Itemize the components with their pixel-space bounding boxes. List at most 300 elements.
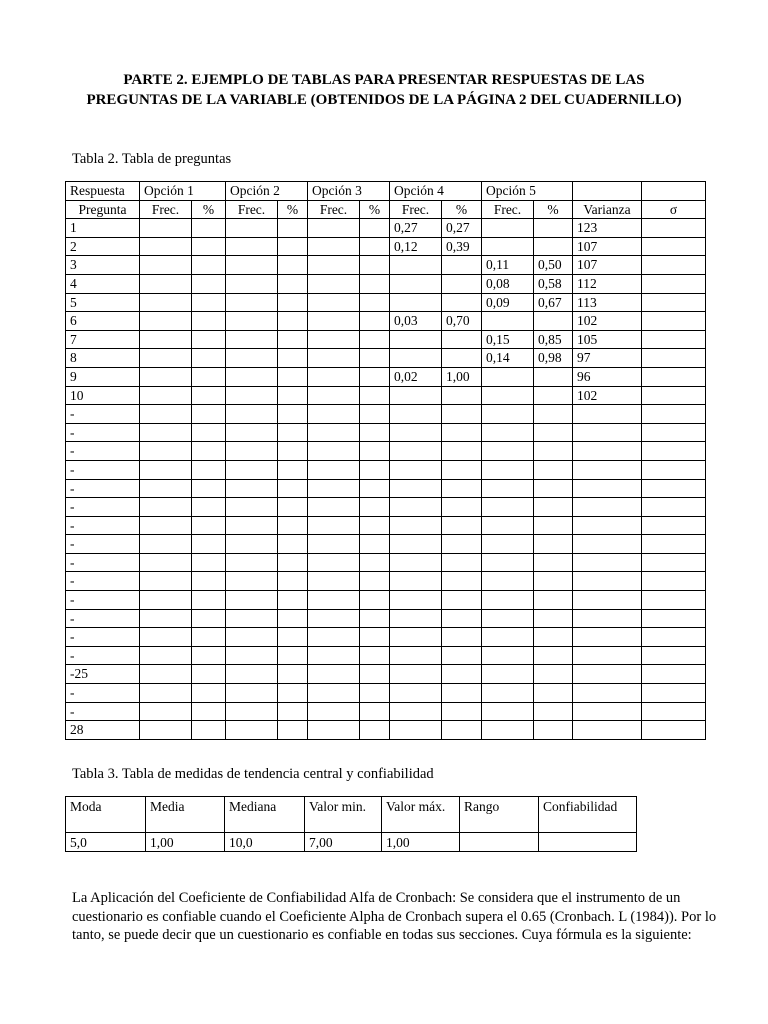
table-cell [390,479,442,498]
table-cell: 107 [573,256,642,275]
table-cell [642,256,706,275]
table-cell [534,479,573,498]
table-cell: - [66,423,140,442]
table-cell [226,349,278,368]
table-cell [642,460,706,479]
table-cell [534,405,573,424]
table-cell [442,665,482,684]
table-cell [360,405,390,424]
table-cell [192,312,226,331]
table-cell [308,553,360,572]
table-cell [390,516,442,535]
table-cell: 1,00 [382,833,460,852]
questions-table-body [66,182,706,740]
table-cell [390,330,442,349]
header-cell [573,182,642,201]
table-cell [360,535,390,554]
table-cell [308,665,360,684]
table-cell [573,702,642,721]
table-cell [308,460,360,479]
table-cell [642,628,706,647]
table-cell [390,293,442,312]
table-row [66,237,706,256]
table-cell [140,237,192,256]
table-cell [192,349,226,368]
table-cell [308,405,360,424]
cronbach-paragraph: La Aplicación del Coeficiente de Confiabilidad Alfa de Cronbach: Se considera que el instrumento de un cuestionario es confiable cuando el Coeficiente Alpha de Cronbach supera el 0.65 (Cronbach. L (1984)). Por lo tanto, se puede decir que un cuestionario es confiable en todas sus secciones. Cuya fórmula es la siguiente: [72,890,717,943]
table-cell [390,665,442,684]
subheader-cell: Frec. [482,200,534,219]
table-cell [534,684,573,703]
header-cell: Rango [460,797,539,833]
table-cell [442,553,482,572]
table-cell [192,609,226,628]
table-cell [390,274,442,293]
table-cell: 28 [66,721,140,740]
table-row [66,274,706,293]
table-cell: 4 [66,274,140,293]
table-cell [140,442,192,461]
table-cell [642,479,706,498]
header-cell: Valor máx. [382,797,460,833]
table-cell [360,702,390,721]
table-cell: - [66,646,140,665]
subheader-cell: Pregunta [66,200,140,219]
table-cell [442,423,482,442]
table-cell [642,219,706,238]
table-cell [642,237,706,256]
table-cell [442,702,482,721]
table-cell [226,702,278,721]
table-cell [573,646,642,665]
table-cell [360,479,390,498]
table-cell: 0,98 [534,349,573,368]
table-cell [534,591,573,610]
table-cell [482,609,534,628]
table-cell [226,386,278,405]
table-row [66,423,706,442]
table-cell [140,591,192,610]
table-cell [278,646,308,665]
table-cell: - [66,460,140,479]
table-cell [308,479,360,498]
table-cell [140,405,192,424]
table-cell: 107 [573,237,642,256]
table-cell [192,330,226,349]
table-cell [390,386,442,405]
table-cell [390,721,442,740]
table-row [66,386,706,405]
table-cell [534,460,573,479]
table-cell [278,609,308,628]
table-cell: - [66,609,140,628]
table-cell [278,256,308,275]
table-cell [573,553,642,572]
table-cell: 0,27 [390,219,442,238]
table-cell [573,405,642,424]
table-cell [482,479,534,498]
table-cell: 105 [573,330,642,349]
table-cell [226,628,278,647]
table-cell [573,460,642,479]
table-cell [482,721,534,740]
table-cell [192,274,226,293]
table-cell [308,237,360,256]
table3-caption: Tabla 3. Tabla de medidas de tendencia central y confiabilidad [72,766,434,782]
table-cell [534,516,573,535]
header-cell: Confiabilidad [539,797,637,833]
table-cell [226,442,278,461]
table-cell [140,516,192,535]
table-row [66,498,706,517]
table-cell [308,702,360,721]
table-cell [140,349,192,368]
table-cell [140,628,192,647]
table-cell [140,423,192,442]
table-cell [360,349,390,368]
table-cell [140,274,192,293]
subheader-cell: % [534,200,573,219]
table-cell [390,349,442,368]
table-cell [482,386,534,405]
subheader-cell: % [442,200,482,219]
subheader-cell: % [192,200,226,219]
table-cell [442,274,482,293]
table-cell [278,386,308,405]
table-cell [140,460,192,479]
table-cell [573,423,642,442]
table-cell [482,460,534,479]
table-cell [442,721,482,740]
table-cell: 0,58 [534,274,573,293]
table-cell [360,330,390,349]
table-cell [192,293,226,312]
table-cell [140,293,192,312]
header-cell: Opción 5 [482,182,573,201]
table-cell: 0,12 [390,237,442,256]
table-cell [226,330,278,349]
table-cell [360,646,390,665]
table-cell [226,219,278,238]
table-cell: 0,70 [442,312,482,331]
table-cell [278,553,308,572]
table-cell [226,684,278,703]
table-row [66,609,706,628]
table-cell [192,219,226,238]
table-cell [192,256,226,275]
table-cell [482,591,534,610]
table-cell: 5,0 [66,833,146,852]
table-cell [482,665,534,684]
table-cell [278,684,308,703]
table-cell [140,498,192,517]
table-cell [226,591,278,610]
table-row [66,591,706,610]
table-cell [642,553,706,572]
table-cell [278,591,308,610]
table-cell [482,628,534,647]
table-cell [226,423,278,442]
table-cell [360,609,390,628]
table-cell [534,367,573,386]
table-cell: 0,39 [442,237,482,256]
table-cell [390,572,442,591]
table-row [66,460,706,479]
subheader-cell: Frec. [140,200,192,219]
table-cell [278,237,308,256]
table-cell [482,535,534,554]
table-cell [360,219,390,238]
table-cell [573,498,642,517]
table-cell: 0,11 [482,256,534,275]
table-cell [192,237,226,256]
table-cell [534,646,573,665]
table-cell [482,684,534,703]
table-cell [534,386,573,405]
table-cell: 97 [573,349,642,368]
table-cell [573,609,642,628]
table-cell [226,405,278,424]
table-cell [642,591,706,610]
table-cell [534,609,573,628]
table-cell [534,498,573,517]
table-cell [140,609,192,628]
table-cell [642,665,706,684]
table-cell [573,665,642,684]
table-cell [308,423,360,442]
table2-caption: Tabla 2. Tabla de preguntas [72,151,232,167]
table-cell: 112 [573,274,642,293]
table-cell [308,591,360,610]
header-cell: Moda [66,797,146,833]
table-cell [573,684,642,703]
table-row [66,405,706,424]
table-cell [278,479,308,498]
table-cell: 0,67 [534,293,573,312]
table-cell [642,349,706,368]
table-cell: - [66,628,140,647]
table-cell [192,553,226,572]
table-cell [642,646,706,665]
table-cell [278,274,308,293]
table-cell [140,330,192,349]
table-cell [642,423,706,442]
page-title-line-2: PREGUNTAS DE LA VARIABLE (OBTENIDOS DE LA PÁGINA 2 DEL CUADERNILLO) [86,92,682,108]
table-cell [460,833,539,852]
table-cell [360,665,390,684]
header-cell: Mediana [225,797,305,833]
table-row [66,721,706,740]
table-cell [442,293,482,312]
table-cell [278,293,308,312]
table-cell [278,572,308,591]
table-cell [482,516,534,535]
table-cell [278,349,308,368]
table-cell [482,237,534,256]
table-row [66,479,706,498]
table-cell: - [66,535,140,554]
table-cell [140,219,192,238]
table-cell [442,349,482,368]
table-cell [278,442,308,461]
table-cell: 5 [66,293,140,312]
table-cell [278,330,308,349]
table-cell [573,721,642,740]
table-cell [140,721,192,740]
table-cell: 102 [573,312,642,331]
table-cell [308,646,360,665]
table-cell: 0,14 [482,349,534,368]
table-cell [360,237,390,256]
table-cell [642,293,706,312]
table-cell [442,535,482,554]
table-cell [192,591,226,610]
table-cell: - [66,498,140,517]
header-cell: Opción 1 [140,182,226,201]
table-row [66,702,706,721]
table-row [66,293,706,312]
table-cell [642,274,706,293]
table-cell [442,479,482,498]
table-cell [442,516,482,535]
table-row [66,312,706,331]
table-cell [308,684,360,703]
subheader-cell: σ [642,200,706,219]
table-cell [573,516,642,535]
subheader-cell: Frec. [390,200,442,219]
page-title [40,70,728,110]
table-cell: 96 [573,367,642,386]
header-cell: Valor min. [305,797,382,833]
table-row [66,665,706,684]
table-cell [442,498,482,517]
table-cell: 1,00 [146,833,225,852]
table-row [66,516,706,535]
table-cell [308,386,360,405]
table-cell: 2 [66,237,140,256]
subheader-cell: Frec. [308,200,360,219]
table-cell [278,460,308,479]
table-cell [442,256,482,275]
table-cell [390,702,442,721]
table-cell [226,256,278,275]
table-cell [360,293,390,312]
table-cell [226,367,278,386]
table-cell [140,684,192,703]
table-cell [534,721,573,740]
table-cell [482,219,534,238]
header-cell [642,182,706,201]
table-cell [390,498,442,517]
table-cell [390,256,442,275]
table-cell [534,553,573,572]
table-cell [278,665,308,684]
table-cell [360,274,390,293]
table-cell [192,516,226,535]
table-cell [360,256,390,275]
table-row [66,646,706,665]
table-cell [539,833,637,852]
table-cell [534,535,573,554]
table-cell: 7,00 [305,833,382,852]
table-cell [192,423,226,442]
table-header-row [66,797,637,833]
table-cell [482,442,534,461]
table-cell [192,721,226,740]
table-cell: 3 [66,256,140,275]
table-cell [308,312,360,331]
table-cell [360,423,390,442]
header-cell: Opción 4 [390,182,482,201]
header-cell: Respuesta [66,182,140,201]
header-cell: Opción 3 [308,182,390,201]
table-cell [140,646,192,665]
table-cell [308,330,360,349]
table-cell [308,609,360,628]
table-cell: 0,08 [482,274,534,293]
table-cell: 0,15 [482,330,534,349]
table-cell [226,553,278,572]
subheader-cell: Frec. [226,200,278,219]
table-cell [308,535,360,554]
table-cell [192,535,226,554]
table-cell [482,553,534,572]
table-cell [482,312,534,331]
table-cell: 0,02 [390,367,442,386]
table-cell [482,498,534,517]
table-cell [140,665,192,684]
table-cell [642,386,706,405]
table-cell [390,460,442,479]
table-cell [442,591,482,610]
table-cell: - [66,516,140,535]
table-cell [360,628,390,647]
table-cell [573,535,642,554]
table-cell [308,256,360,275]
table-cell [360,312,390,331]
table-cell [534,442,573,461]
table-cell: 7 [66,330,140,349]
table-cell [482,702,534,721]
table-cell [192,442,226,461]
table-cell [140,312,192,331]
table-cell [192,479,226,498]
table-row [66,628,706,647]
table-cell [442,460,482,479]
table-cell [360,684,390,703]
table-cell [534,423,573,442]
table-cell: 0,50 [534,256,573,275]
table-cell [534,237,573,256]
header-cell: Media [146,797,225,833]
table-cell [192,405,226,424]
table-cell [390,684,442,703]
table-cell [192,646,226,665]
table-cell: 10,0 [225,833,305,852]
table-cell: 10 [66,386,140,405]
table-cell: 1 [66,219,140,238]
table-cell [308,293,360,312]
table-cell [140,479,192,498]
table-cell [573,628,642,647]
table-cell [360,367,390,386]
table-cell [278,423,308,442]
table-cell [534,219,573,238]
table-cell [308,219,360,238]
table-cell [192,702,226,721]
central-tendency-table-body [66,797,637,852]
table-cell: 102 [573,386,642,405]
